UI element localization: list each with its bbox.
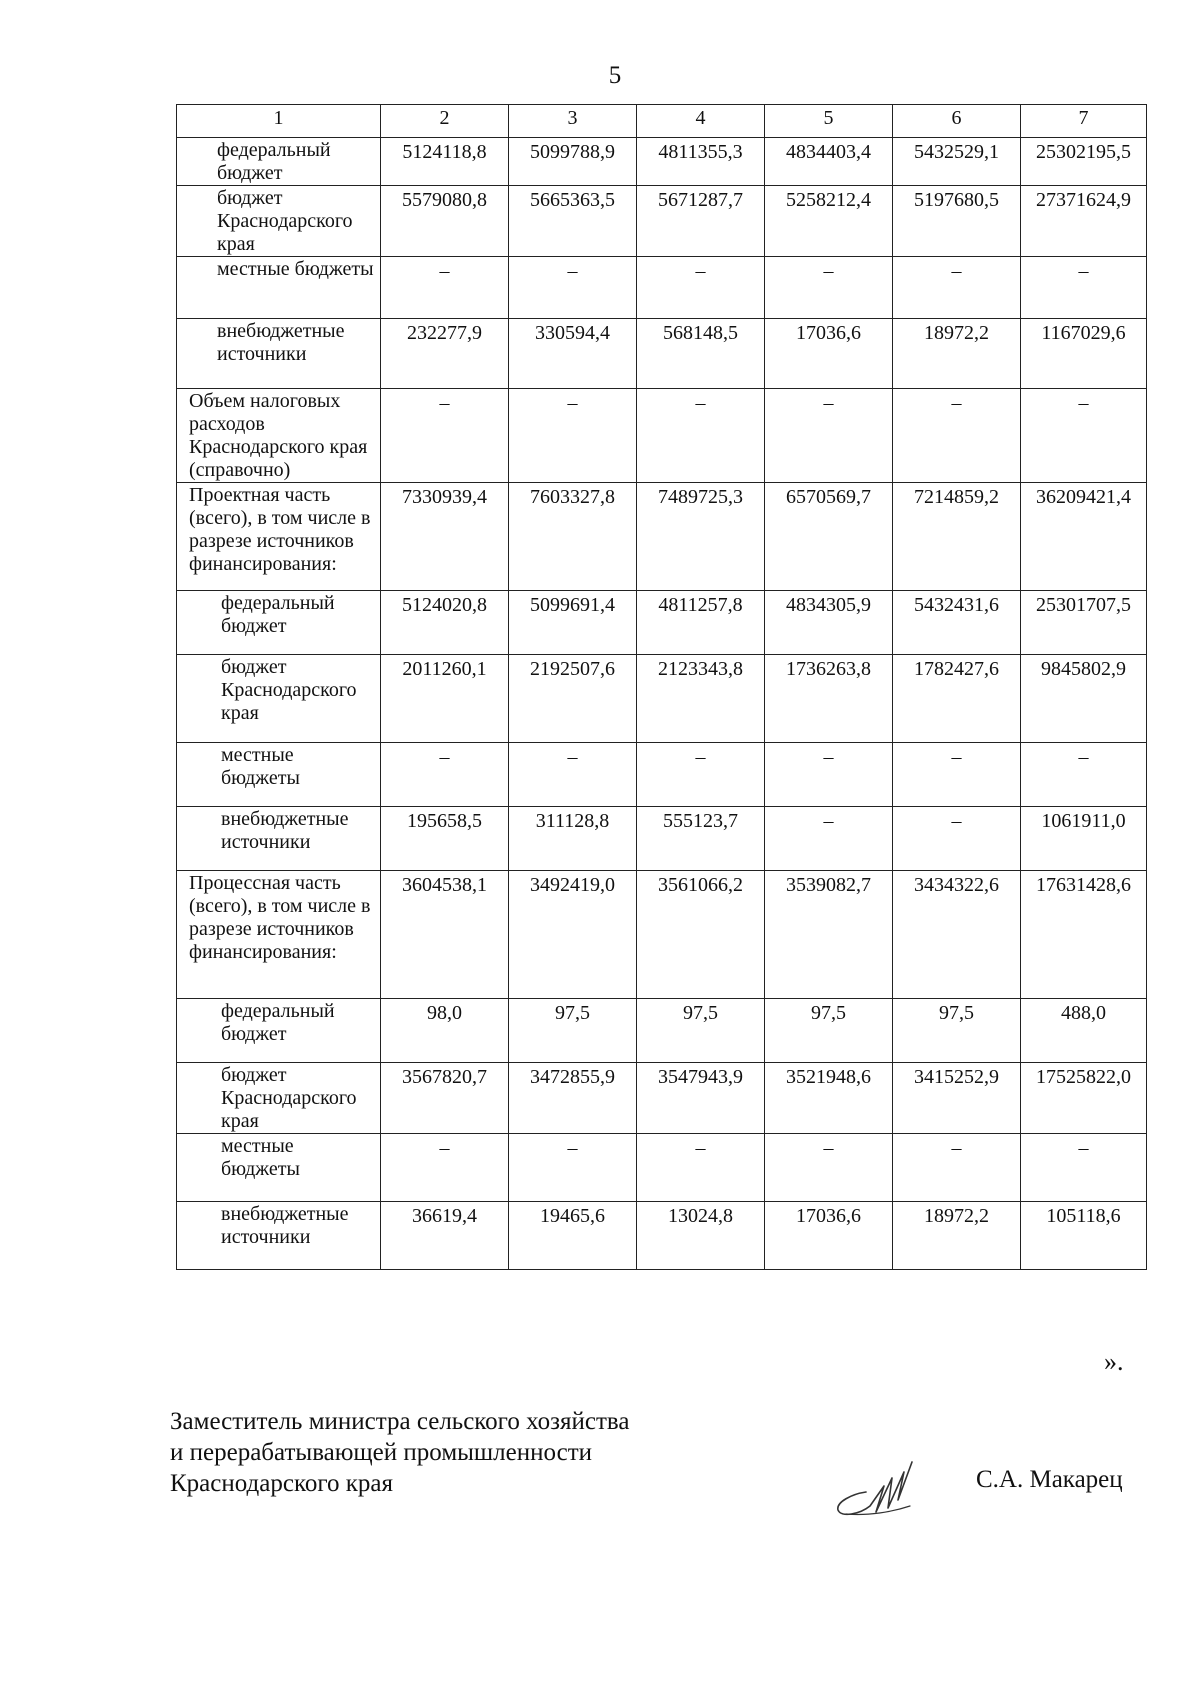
value-cell: –	[381, 743, 509, 807]
row-label: местные бюджеты	[177, 1134, 381, 1202]
signer-position-line: Заместитель министра сельского хозяйства	[170, 1408, 630, 1435]
closing-quote: ».	[1104, 1347, 1124, 1376]
value-cell: –	[765, 807, 893, 871]
value-cell: –	[893, 389, 1021, 483]
value-cell: –	[765, 389, 893, 483]
value-cell: –	[509, 257, 637, 319]
value-cell: 36619,4	[381, 1202, 509, 1270]
signer-position-line: Краснодарского края	[170, 1470, 393, 1497]
value-cell: 17036,6	[765, 319, 893, 389]
row-label: внебюджетные источники	[177, 1202, 381, 1270]
table-body	[177, 138, 1147, 1270]
table-row	[177, 257, 1147, 319]
row-label: Проектная часть (всего), в том числе в разрезе источников финансирования:	[177, 483, 381, 591]
table-row	[177, 138, 1147, 186]
value-cell: 4834403,4	[765, 138, 893, 186]
value-cell: 5124118,8	[381, 138, 509, 186]
row-label: бюджет Краснодарского края	[177, 1063, 381, 1134]
column-header: 2	[381, 105, 509, 138]
value-cell: 5432431,6	[893, 591, 1021, 655]
table-row	[177, 319, 1147, 389]
table-row	[177, 807, 1147, 871]
value-cell: –	[893, 1134, 1021, 1202]
column-header: 4	[637, 105, 765, 138]
value-cell: 5432529,1	[893, 138, 1021, 186]
handwritten-signature	[826, 1448, 926, 1523]
value-cell: –	[893, 257, 1021, 319]
row-label: местные бюджеты	[177, 257, 381, 319]
value-cell: 3521948,6	[765, 1063, 893, 1134]
value-cell: 97,5	[765, 999, 893, 1063]
value-cell: –	[765, 257, 893, 319]
value-cell: –	[637, 743, 765, 807]
value-cell: 19465,6	[509, 1202, 637, 1270]
value-cell: 3561066,2	[637, 871, 765, 999]
value-cell: 97,5	[509, 999, 637, 1063]
table-row	[177, 1134, 1147, 1202]
table-header-row	[177, 105, 1147, 138]
column-header: 6	[893, 105, 1021, 138]
row-label: внебюджетные источники	[177, 807, 381, 871]
column-header: 5	[765, 105, 893, 138]
value-cell: –	[509, 743, 637, 807]
value-cell: 25302195,5	[1021, 138, 1147, 186]
value-cell: 1782427,6	[893, 655, 1021, 743]
value-cell: –	[637, 389, 765, 483]
value-cell: 488,0	[1021, 999, 1147, 1063]
value-cell: 5665363,5	[509, 186, 637, 257]
value-cell: 1736263,8	[765, 655, 893, 743]
value-cell: 6570569,7	[765, 483, 893, 591]
value-cell: 4811355,3	[637, 138, 765, 186]
value-cell: 17036,6	[765, 1202, 893, 1270]
signer-position-line: и перерабатывающей промышленности	[170, 1439, 593, 1466]
value-cell: 25301707,5	[1021, 591, 1147, 655]
value-cell: 18972,2	[893, 319, 1021, 389]
value-cell: 27371624,9	[1021, 186, 1147, 257]
value-cell: 97,5	[637, 999, 765, 1063]
table-row	[177, 655, 1147, 743]
row-label: федеральный бюджет	[177, 591, 381, 655]
row-label: федеральный бюджет	[177, 999, 381, 1063]
budget-table	[176, 104, 1147, 1270]
signature-block	[170, 1406, 629, 1499]
value-cell: –	[893, 743, 1021, 807]
value-cell: 5671287,7	[637, 186, 765, 257]
row-label: внебюджетные источники	[177, 319, 381, 389]
value-cell: –	[637, 257, 765, 319]
value-cell: 195658,5	[381, 807, 509, 871]
value-cell: 3472855,9	[509, 1063, 637, 1134]
value-cell: 9845802,9	[1021, 655, 1147, 743]
value-cell: –	[1021, 1134, 1147, 1202]
signer-name: С.А. Макарец	[976, 1466, 1123, 1493]
value-cell: 1061911,0	[1021, 807, 1147, 871]
value-cell: 5579080,8	[381, 186, 509, 257]
value-cell: –	[509, 1134, 637, 1202]
table-row	[177, 591, 1147, 655]
value-cell: 3547943,9	[637, 1063, 765, 1134]
column-header: 3	[509, 105, 637, 138]
table-row	[177, 871, 1147, 999]
value-cell: –	[1021, 389, 1147, 483]
value-cell: 97,5	[893, 999, 1021, 1063]
row-label: федеральный бюджет	[177, 138, 381, 186]
value-cell: 17525822,0	[1021, 1063, 1147, 1134]
row-label: бюджет Краснодарского края	[177, 655, 381, 743]
value-cell: –	[637, 1134, 765, 1202]
value-cell: 4811257,8	[637, 591, 765, 655]
value-cell: 2123343,8	[637, 655, 765, 743]
value-cell: –	[381, 1134, 509, 1202]
row-label: Процессная часть (всего), в том числе в разрезе источников финансирования:	[177, 871, 381, 999]
table-row	[177, 389, 1147, 483]
value-cell: 3492419,0	[509, 871, 637, 999]
row-label: бюджет Краснодарского края	[177, 186, 381, 257]
value-cell: –	[1021, 743, 1147, 807]
table-row	[177, 1202, 1147, 1270]
value-cell: 5258212,4	[765, 186, 893, 257]
value-cell: –	[765, 1134, 893, 1202]
value-cell: 311128,8	[509, 807, 637, 871]
value-cell: 3539082,7	[765, 871, 893, 999]
value-cell: 36209421,4	[1021, 483, 1147, 591]
value-cell: 2011260,1	[381, 655, 509, 743]
value-cell: 232277,9	[381, 319, 509, 389]
value-cell: –	[893, 807, 1021, 871]
table-row	[177, 483, 1147, 591]
value-cell: 13024,8	[637, 1202, 765, 1270]
value-cell: 98,0	[381, 999, 509, 1063]
value-cell: –	[509, 389, 637, 483]
table-row	[177, 999, 1147, 1063]
row-label: Объем налоговых расходов Краснодарского края (справочно)	[177, 389, 381, 483]
table-row	[177, 186, 1147, 257]
value-cell: –	[1021, 257, 1147, 319]
value-cell: 5124020,8	[381, 591, 509, 655]
value-cell: 7489725,3	[637, 483, 765, 591]
value-cell: 5099788,9	[509, 138, 637, 186]
value-cell: 17631428,6	[1021, 871, 1147, 999]
value-cell: –	[765, 743, 893, 807]
table-row	[177, 1063, 1147, 1134]
value-cell: 568148,5	[637, 319, 765, 389]
value-cell: 3567820,7	[381, 1063, 509, 1134]
value-cell: 3604538,1	[381, 871, 509, 999]
column-header: 7	[1021, 105, 1147, 138]
value-cell: 4834305,9	[765, 591, 893, 655]
value-cell: 105118,6	[1021, 1202, 1147, 1270]
value-cell: 555123,7	[637, 807, 765, 871]
value-cell: 3434322,6	[893, 871, 1021, 999]
value-cell: 3415252,9	[893, 1063, 1021, 1134]
table-row	[177, 743, 1147, 807]
value-cell: –	[381, 257, 509, 319]
page-number: 5	[608, 62, 622, 89]
value-cell: 7603327,8	[509, 483, 637, 591]
value-cell: 2192507,6	[509, 655, 637, 743]
value-cell: 5099691,4	[509, 591, 637, 655]
value-cell: 330594,4	[509, 319, 637, 389]
value-cell: 7330939,4	[381, 483, 509, 591]
column-header: 1	[177, 105, 381, 138]
value-cell: 18972,2	[893, 1202, 1021, 1270]
value-cell: 1167029,6	[1021, 319, 1147, 389]
value-cell: 5197680,5	[893, 186, 1021, 257]
row-label: местные бюджеты	[177, 743, 381, 807]
value-cell: 7214859,2	[893, 483, 1021, 591]
value-cell: –	[381, 389, 509, 483]
